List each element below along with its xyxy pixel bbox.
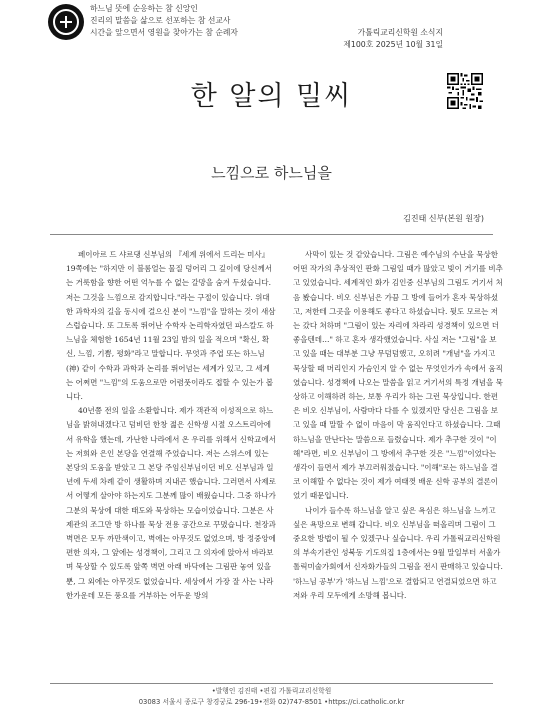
masthead-title: 한 알의 밀씨 (190, 81, 353, 112)
issue-date: 제100호 2025년 10월 31일 (343, 40, 443, 49)
qr-code-icon[interactable] (447, 73, 483, 109)
footer-publisher-line: •발행인 김진태 •편집 가톨릭교리신학원 (211, 687, 332, 695)
paragraph: 사막이 있는 것 같았습니다. 그림은 예수님의 수난을 묵상한 어떤 작가의 추상적인 판화 그림일 때가 많았고 빛이 거기를 비추고 있었습니다. 세계적인 화가 김인중 신부님의 그림도 거기서 처음 봤습니다. 비오 신부님은 가끔 그 방에 들어가 혼자 묵상하셨고, 저한테 그곳을 이용해도 좋다고 하셨습니다. 뒷도 모르는 저는 갔다 쳐하며 "그림이 있는 자리에 차라리 성경책이 있으면 더 좋을텐데…" 하고 혼자 생각했었습니다. 사실 저는 "그림"을 보고 있을 때는 대부분 그냥 무덤덤했고, 오히려 "개념"을 가지고 묵상할 때 머리인지 가슴인지 알 수 없는 무엇인가가 속에서 움직였습니다. 성경책에 나오는 말씀을 읽고 거기서의 특정 개념을 묵상하고 이해하려 하는, 보통 우리가 하는 그런 묵상입니다. 한편은 비오 신부님이, 사람마다 다를 수 있겠지만 당신은 그림을 보고 있을 때 말할 수 없이 마음이 막 움직인다고 하셨습니다. 그때 하느님을 만난다는 말씀으로 들렸습니다. 제가 추구한 것이 "이해"라면, 비오 신부님이 그 방에서 추구한 것은 "느낌"이었다는 생각이 들면서 제가 부끄러워졌습니다. "이해"로는 하느님을 결코 이해할 수 없다는 것이 제가 여태껏 배운 신학 공부의 결론이었기 때문입니다. (293, 250, 503, 501)
motto-line: 하느님 뜻에 순응하는 참 신앙인 (90, 4, 198, 13)
article-author: 김진태 신부(본원 원장) (403, 214, 484, 223)
divider (50, 683, 493, 684)
motto-line: 진리의 말씀을 삶으로 선포하는 참 선교사 (90, 16, 231, 25)
paragraph: 나이가 들수록 하느님을 알고 싶은 욕심은 하느님을 느끼고 싶은 욕망으로 변해 갑니다. 비오 신부님을 떠올리며 그림이 그 중요한 방법이 될 수 있겠구나 싶습니다. 우리 가톨릭교리신학원의 부속기관인 성북동 기도의집 1층에서는 9월 말일부터 서울가톨릭미술가회에서 신자화가들의 그림을 전시 판매하고 있습니다. '하느님 공부'가 '하느님 느낌'으로 결합되고 연결되었으면 하고 저와 우리 모두에게 소망해 봅니다. (293, 505, 503, 600)
publication-info (343, 27, 443, 51)
article-title: 느낌으로 하느님을 (211, 164, 332, 182)
paragraph: 페이아르 드 샤르댕 신부님의 『세계 위에서 드리는 미사』 19쪽에는 "하지만 이 블롬얼는 물질 덩어리 그 깊이에 당신께서는 거룩함을 향한 어떤 억누를 수 없는 갈망을 숨겨 두셨습니다. 저는 그것을 느낌으로 감지합니다."라는 구절이 있습니다. 위대한 과학자의 길을 동시에 걸으신 분이 "느낌"을 말하는 것이 새삼스럽습니다. 또 그토록 뛰어난 수학자 논리학자였던 파스칼도 하느님을 체험한 1654년 11월 23일 밤의 일을 적으며 "확신, 확신, 느낌, 기쁨, 평화"라고 말합니다. 무엇과 주엽 또는 하느님(神) 같이 수학과 과학과 논리를 뛰어넘는 세계가 있고, 그 세계는 어쩌면 "느낌"의 도움으로만 어렴풋이라도 접할 수 있는가 봅니다. (66, 250, 276, 402)
paragraph: 40년쯤 전의 일을 소환합니다. 제가 객관적 이성적으로 하느님을 밝혀내겠다고 덤비던 한창 젊은 신학생 시절 오스트리아에서 유학을 했는데, 가난한 나라에서 온 우리를 위해서 신학교에서는 저희와 은인 본당을 연결해 주었습니다. 저는 스위스에 있는 본당의 도움을 받았고 그 본당 주임신부님이던 비오 신부님과 일 년에 두세 차례 같이 생활하며 지내곤 했습니다. 그러면서 사제로서 어떻게 살아야 하는지도 그분께 많이 배웠습니다. 그중 하나가 그분의 묵상에 대한 태도와 묵상하는 모습이었습니다. 그분은 사제관의 조그만 방 하나를 묵상 전용 공간으로 꾸몄습니다. 천장과 벽면은 모두 까만색이고, 벽에는 아무것도 없었으며, 방 정중앙에 편한 의자, 그 앞에는 성경책이, 그리고 그 의자에 앉아서 바라보며 묵상할 수 있도록 앞쪽 벽면 아래 바닥에는 그림판 놓여 있을 뿐, 그 외에는 아무것도 없었습니다. 세상에서 가장 잘 사는 나라 한가운데 모든 풍요를 거부하는 어두운 방의 (66, 406, 276, 600)
motto-line: 시간을 앞으면서 영원을 찾아가는 참 순례자 (90, 28, 238, 37)
publisher-name: 가톨릭교리신학원 소식지 (357, 28, 443, 37)
catholic-seal-logo (48, 4, 84, 40)
motto-block (90, 3, 238, 39)
footer-address-line[interactable]: 03083 서울시 종로구 창경궁로 296-19•전화 02)747-8501 •https://ci.catholic.or.kr (138, 698, 405, 706)
article-column-right (293, 248, 503, 603)
article-column-left (66, 248, 276, 603)
newsletter-header (0, 0, 543, 160)
footer (0, 686, 543, 708)
divider (50, 234, 493, 235)
